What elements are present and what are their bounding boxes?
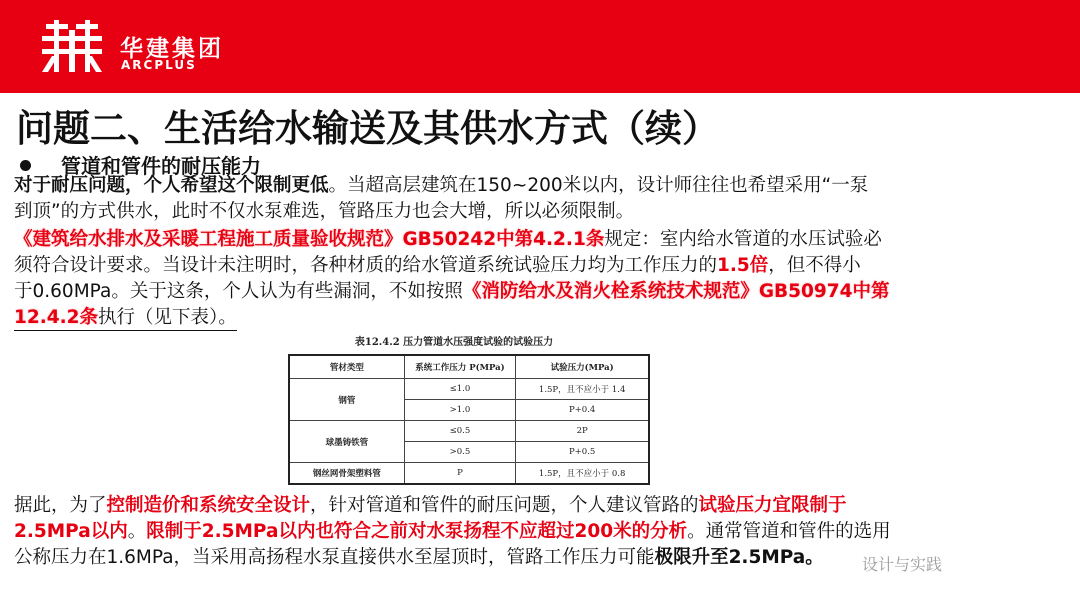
table-header: 管材类型 xyxy=(289,355,404,379)
para3-text-3: 。 xyxy=(127,521,147,542)
table-caption: 表12.4.2 压力管道水压强度试验的试验压力 xyxy=(354,337,554,348)
brand-name-cn: 华建集团 xyxy=(120,36,224,62)
para3-text-4: 。通常管道和管件的选用 xyxy=(687,521,891,542)
pressure-test-table-figure xyxy=(284,333,654,490)
paragraph-2 xyxy=(14,227,1066,331)
table-row xyxy=(289,379,649,400)
table-cell-pressure: ≤0.5 xyxy=(404,421,516,442)
watermark: 设计与实践 xyxy=(862,555,943,574)
gb50974-clause: 12.4.2条 xyxy=(14,307,99,328)
para3-text-5: 公称压力在1.6MPa，当采用高扬程水泵直接供水至屋顶时，管路工作压力可能 xyxy=(14,547,655,568)
table-cell-test: 1.5P，且不应小于 1.4 xyxy=(516,379,649,400)
header-bar xyxy=(0,0,1080,93)
table-cell-material: 钢丝网骨架塑料管 xyxy=(289,463,404,485)
para3-text-2: ，针对管道和管件的耐压问题，个人建议管路的 xyxy=(310,495,699,516)
para3-text-1: 据此，为了 xyxy=(14,495,107,516)
para3-bold: 极限升至2.5MPa。 xyxy=(654,547,824,568)
highlight-2-5mpa: 2.5MPa以内 xyxy=(14,521,128,542)
table-cell-test: P+0.4 xyxy=(516,400,649,421)
gb50974-reference: 《消防给水及消火栓系统技术规范》GB50974中第 xyxy=(462,281,890,302)
para1-text: 。当超高层建筑在150~200米以内，设计师往往也希望采用“一泵 xyxy=(328,175,869,196)
table-cell-test: P+0.5 xyxy=(516,442,649,463)
gb50242-reference: 《建筑给水排水及采暖工程施工质量验收规范》GB50242中第4.2.1条 xyxy=(14,229,605,250)
arcplus-logo-icon xyxy=(42,20,102,72)
brand-name-en: ARCPLUS xyxy=(121,58,197,72)
table-cell-test: 1.5P，且不应小于 0.8 xyxy=(516,463,649,485)
para2-text-4: 于0.60MPa。关于这条，个人认为有些漏洞，不如按照 xyxy=(14,281,463,302)
highlight-cost-safety: 控制造价和系统安全设计 xyxy=(106,495,311,516)
pressure-test-table xyxy=(288,354,650,485)
para2-text-3: ，但不得小 xyxy=(768,255,861,276)
page-title: 问题二、生活给水输送及其供水方式（续） xyxy=(16,107,719,150)
table-cell-pressure: >0.5 xyxy=(404,442,516,463)
table-header: 系统工作压力 P(MPa) xyxy=(404,355,516,379)
table-cell-material: 钢管 xyxy=(289,379,404,421)
table-cell-material: 球墨铸铁管 xyxy=(289,421,404,463)
para2-text-1: 规定：室内给水管道的水压试验必 xyxy=(604,229,882,250)
table-row xyxy=(289,421,649,442)
para2-text-5: 执行（见下表）。 xyxy=(98,307,237,328)
table-header-row xyxy=(289,355,649,379)
bullet-text: 管道和管件的耐压能力 xyxy=(61,154,261,178)
table-row xyxy=(289,463,649,485)
para1-line2: 到顶”的方式供水，此时不仅水泵难选，管路压力也会大增，所以必须限制。 xyxy=(14,201,635,222)
highlight-analysis: 限制于2.5MPa以内也符合之前对水泵扬程不应超过200米的分析 xyxy=(146,521,688,542)
table-cell-pressure: >1.0 xyxy=(404,400,516,421)
para2-text-2: 须符合设计要求。当设计未注明时，各种材质的给水管道系统试验压力均为工作压力的 xyxy=(14,255,718,276)
paragraph-1 xyxy=(14,173,1066,225)
highlight-test-pressure: 试验压力宜限制于 xyxy=(698,495,847,516)
pressure-ratio: 1.5倍 xyxy=(717,255,769,276)
table-cell-pressure: ≤1.0 xyxy=(404,379,516,400)
table-cell-pressure: P xyxy=(404,463,516,485)
para1-bold: 对于耐压问题，个人希望这个限制更低 xyxy=(14,175,329,196)
bullet-dot-icon xyxy=(20,160,31,171)
table-cell-test: 2P xyxy=(516,421,649,442)
table-header: 试验压力(MPa) xyxy=(516,355,649,379)
